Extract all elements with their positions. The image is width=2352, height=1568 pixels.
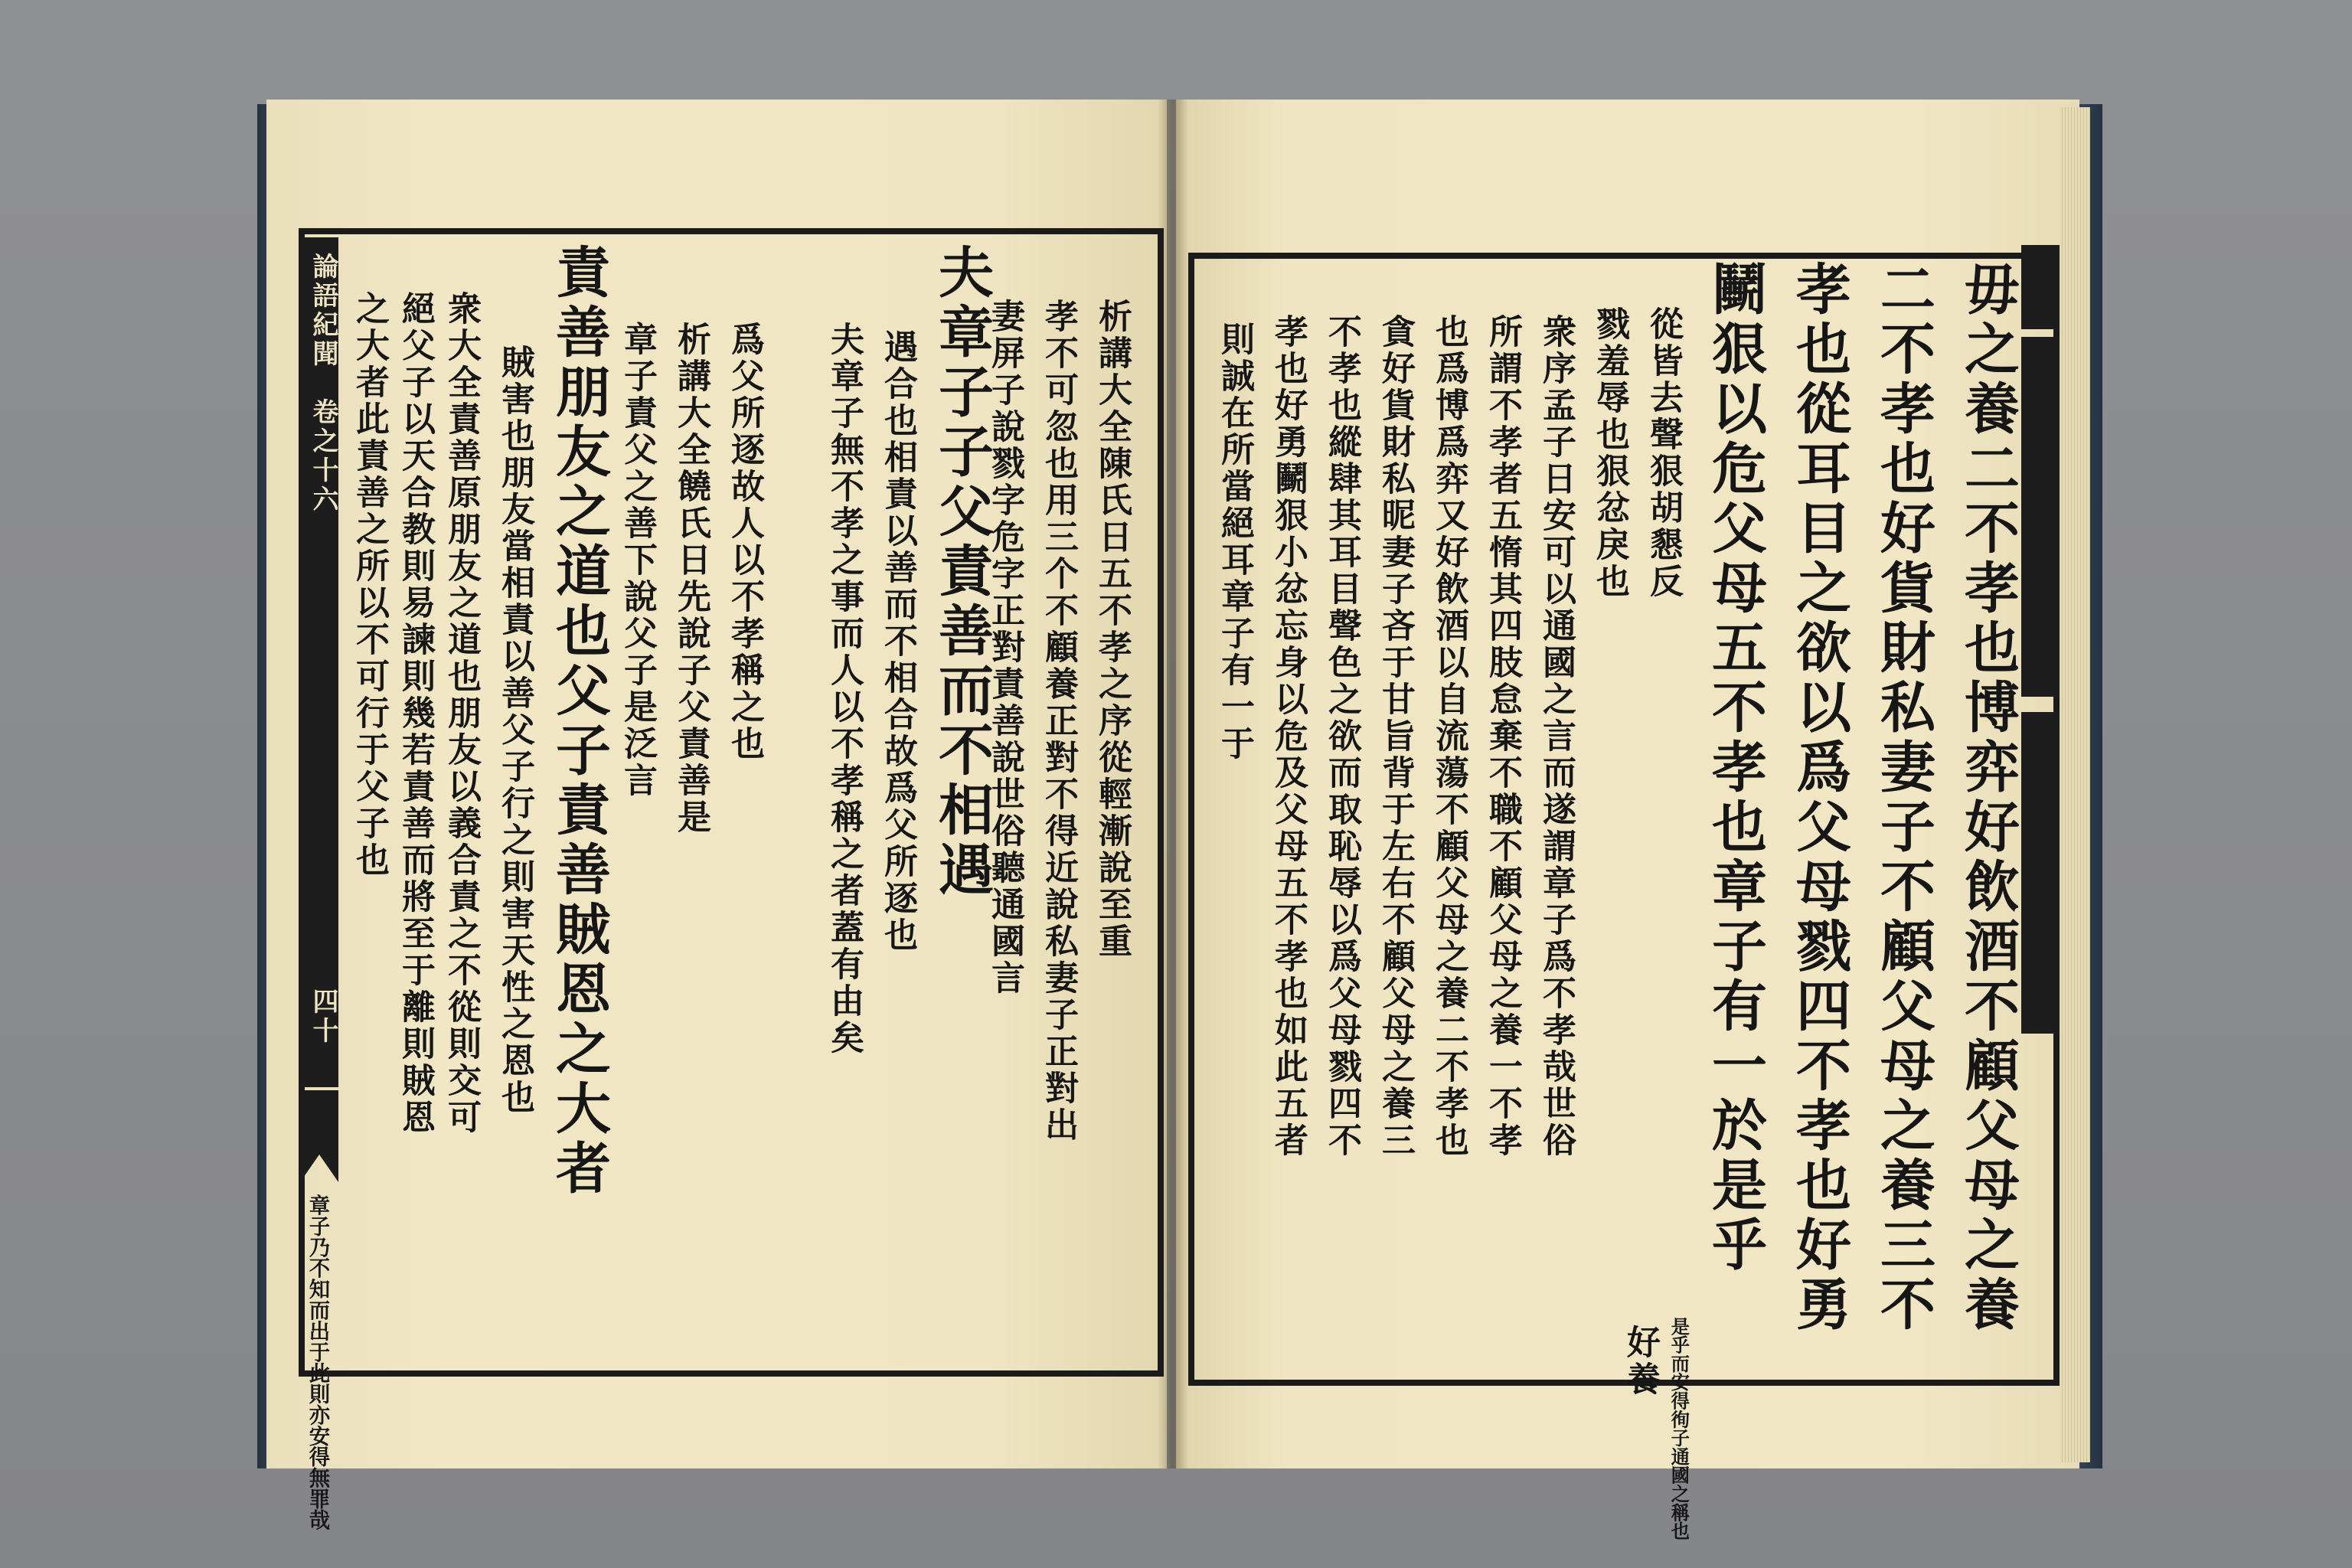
right-column-14: 是乎而安得徇子通國之稱也 — [1668, 1317, 1690, 1540]
left-column-13: 絕父子以天合教則易諫則幾若責善而將至于離則賊恩 — [396, 291, 435, 1136]
margin-volume: 卷之十六 — [308, 398, 338, 514]
right-column-8: 所謂不孝者五惰其四肢怠棄不職不顧父母之養一不孝 — [1483, 314, 1522, 1159]
right-main-column-4: 鬭狠以危父母五不孝也章子有一於是乎 — [1703, 260, 1768, 1276]
right-column-15: 好養 — [1621, 1325, 1660, 1398]
right-main-column-3: 孝也從耳目之欲以爲父母戮四不孝也好勇 — [1787, 260, 1852, 1335]
right-column-7: 衆序孟子日安可以通國之言而遂謂章子爲不孝哉世俗 — [1537, 314, 1576, 1159]
right-main-column-2: 二不孝也好貨財私妻子不顧父母之養三不 — [1871, 260, 1936, 1335]
right-column-10: 貪好貨財私昵妻子吝于甘旨背于左右不顧父母之養三 — [1376, 314, 1415, 1159]
left-column-10: 孝不可忽也用三个不顧養正對不得近說私妻子正對出 — [1039, 299, 1078, 1144]
left-column-2: 賊害也朋友當相責以善父子行之則害天性之恩也 — [495, 345, 534, 1116]
left-column-6: 析講大全饒氏日先說子父責善是 — [671, 322, 710, 836]
left-column-15: 章子乃不知而出于此則亦安得無罪哉 — [305, 1194, 330, 1530]
left-main-column-1: 責善朋友之道也父子責善賊恩之大者 — [547, 243, 612, 1199]
left-column-14: 之大者此責善之所以不可行于父子也 — [350, 291, 389, 879]
left-column-5: 夫章子無不孝之事而人以不孝稱之者蓋有由矣 — [825, 322, 864, 1057]
left-column-8: 章子責父之善下說父子是泛言 — [618, 322, 657, 799]
page-edges — [2060, 107, 2090, 1462]
right-column-11: 不孝也縱肆其耳目聲色之欲而取恥辱以爲父母戮四不 — [1322, 314, 1361, 1159]
left-column-4: 遇合也相責以善而不相合故爲父所逐也 — [878, 329, 917, 954]
right-main-column-1: 毋之養二不孝也博弈好飲酒不顧父母之養 — [1955, 260, 2020, 1335]
left-column-11: 妻屏子說戮字危字正對責善說世俗聽通國言 — [985, 299, 1024, 997]
margin-title: 論語紀聞 — [308, 253, 338, 369]
right-column-13: 則誠在所當絕耳章子有一于 — [1215, 322, 1254, 763]
left-column-7: 爲父所逐故人以不孝稱之也 — [725, 322, 764, 763]
right-column-12: 孝也好勇鬭狠小忿忘身以危及父母五不孝也如此五者 — [1269, 314, 1308, 1159]
margin-page-number-left: 四十 — [308, 988, 338, 1046]
left-column-12: 衆大全責善原朋友之道也朋友以義合責之不從則交可 — [442, 291, 481, 1136]
margin-page-number-right: 四十一 — [2029, 804, 2060, 891]
left-main-column-3: 夫章子子父責善而不相遇 — [929, 243, 995, 900]
right-column-6: 戮羞辱也狠忿戾也 — [1590, 306, 1629, 600]
right-column-5: 從皆去聲狠胡懇反 — [1644, 306, 1683, 600]
right-column-9: 也爲博爲弈又好飲酒以自流蕩不顧父母之養二不孝也 — [1429, 314, 1468, 1159]
left-column-9: 析講大全陳氏日五不孝之序從輕漸說至重 — [1093, 299, 1132, 960]
